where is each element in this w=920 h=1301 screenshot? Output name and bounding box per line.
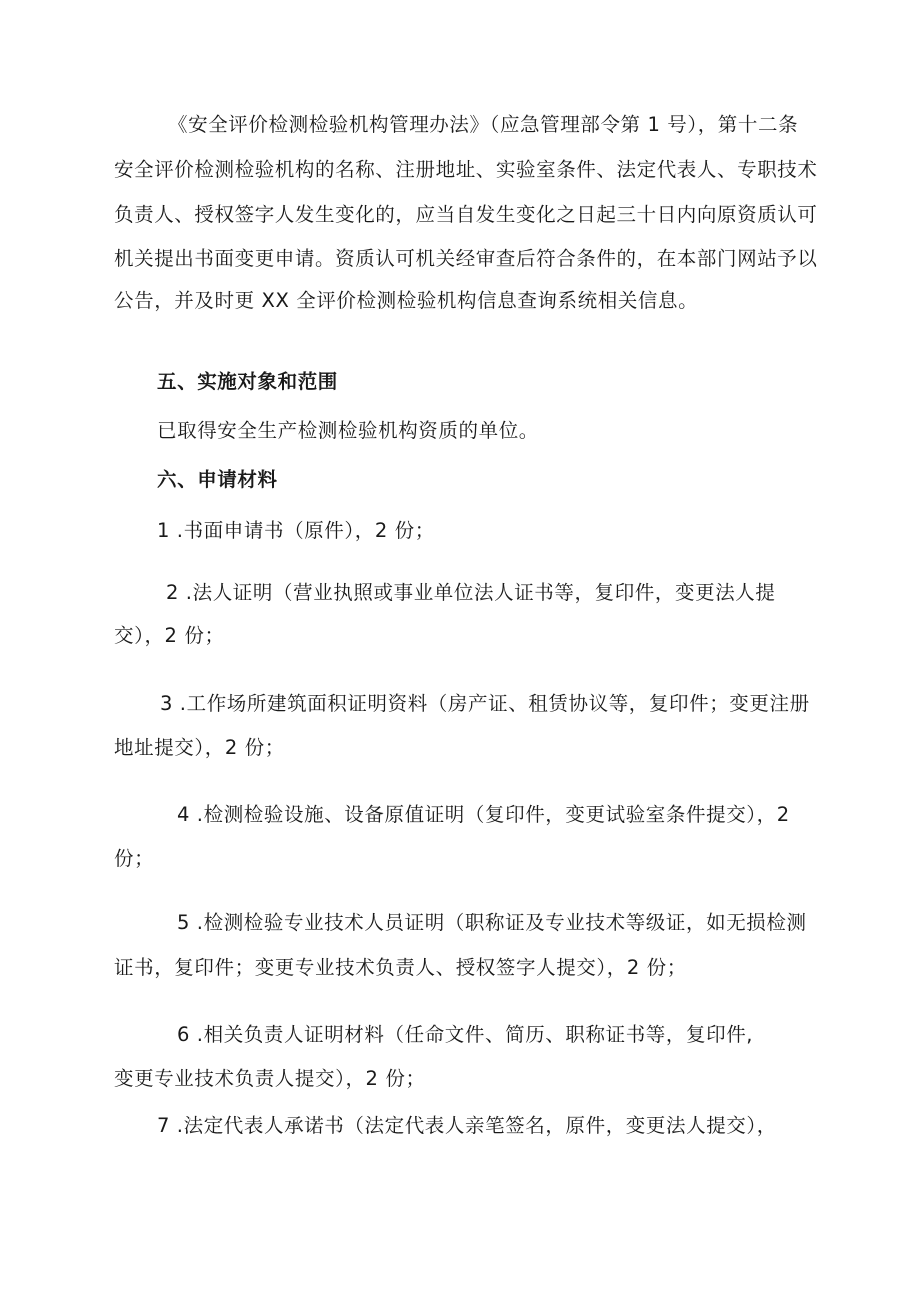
- material-item-2-line-2: 交），2 份；: [114, 624, 225, 647]
- material-item-7-line-1: 7 .法定代表人承诺书（法定代表人亲笔签名，原件，变更法人提交），: [157, 1114, 777, 1137]
- section-5-heading: 五、实施对象和范围: [157, 370, 338, 393]
- material-item-3-line-1: 3 .工作场所建筑面积证明资料（房产证、租赁协议等，复印件；变更注册: [160, 692, 810, 715]
- intro-line-3: 负责人、授权签字人发生变化的，应当自发生变化之日起三十日内向原资质认可: [114, 203, 818, 226]
- material-item-1: 1 .书面申请书（原件），2 份；: [157, 519, 435, 542]
- material-item-2-line-1: 2 .法人证明（营业执照或事业单位法人证书等，复印件，变更法人提: [166, 581, 776, 604]
- material-item-5-line-2: 证书，复印件；变更专业技术负责人、授权签字人提交），2 份；: [114, 956, 687, 979]
- intro-line-5: 公告，并及时更 XX 全评价检测检验机构信息查询系统相关信息。: [114, 289, 699, 312]
- material-item-5-line-1: 5 .检测检验专业技术人员证明（职称证及专业技术等级证，如无损检测: [177, 911, 807, 934]
- section-6-heading: 六、申请材料: [157, 468, 278, 491]
- intro-line-1: 《安全评价检测检验机构管理办法》（应急管理部令第 1 号），第十二条: [168, 113, 799, 136]
- intro-line-2: 安全评价检测检验机构的名称、注册地址、实验室条件、法定代表人、专职技术: [114, 158, 818, 181]
- section-5-body: 已取得安全生产检测检验机构资质的单位。: [157, 419, 539, 442]
- material-item-6-line-1: 6 .相关负责人证明材料（任命文件、简历、职称证书等，复印件,: [177, 1023, 754, 1046]
- material-item-4-line-1: 4 .检测检验设施、设备原值证明（复印件，变更试验室条件提交），2: [177, 803, 790, 826]
- intro-line-4: 机关提出书面变更申请。资质认可机关经审查后符合条件的，在本部门网站予以: [114, 247, 818, 270]
- material-item-4-line-2: 份；: [114, 847, 155, 870]
- material-item-3-line-2: 地址提交），2 份；: [114, 736, 285, 759]
- material-item-6-line-2: 变更专业技术负责人提交），2 份；: [114, 1067, 426, 1090]
